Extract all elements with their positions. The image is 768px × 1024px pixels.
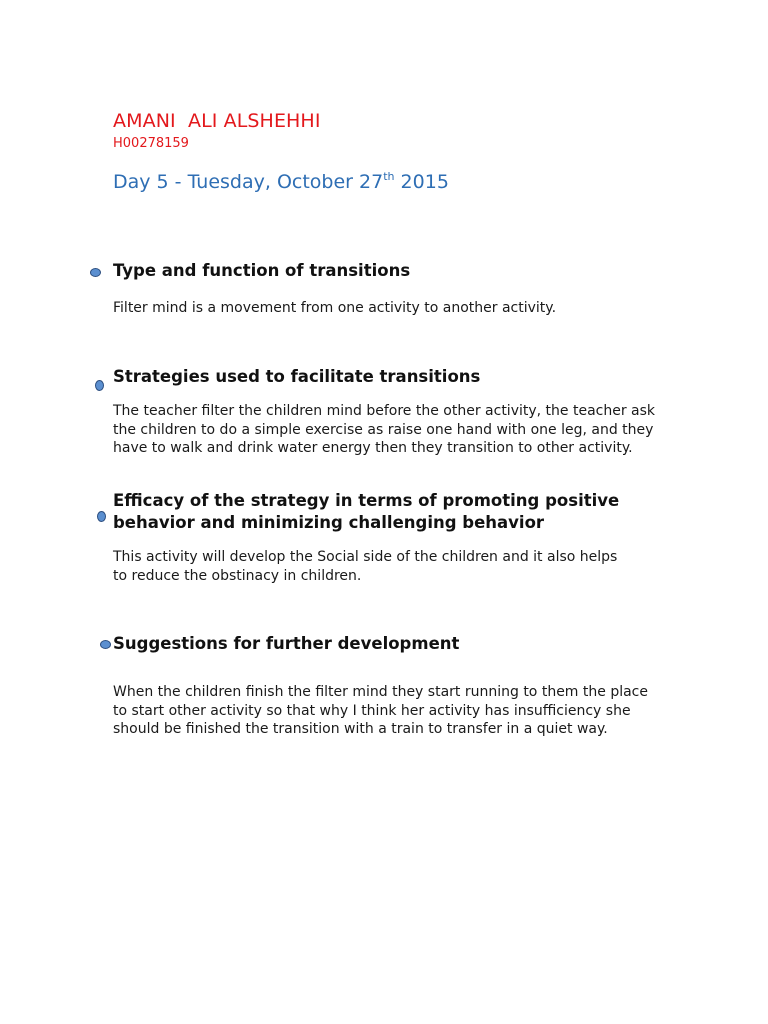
section-body-type-function: Filter mind is a movement from one activity to another activity. xyxy=(113,300,557,316)
section-heading-efficacy: Efficacy of the strategy in terms of promoting positive behavior and minimizing challenging behavior xyxy=(113,491,620,532)
oval-bullet-icon xyxy=(100,640,111,649)
student-name: AMANI ALI ALSHEHHI xyxy=(113,110,321,132)
day-title xyxy=(113,169,449,195)
section-body-efficacy: This activity will develop the Social side of the children and it also helps to reduce the obstinacy in children. xyxy=(113,549,618,584)
student-id: H00278159 xyxy=(113,136,189,151)
oval-bullet-icon xyxy=(95,380,104,391)
section-body-strategies: The teacher filter the children mind before the other activity, the teacher ask the children to do a simple exercise as raise one hand with one leg, and they have to walk and drink water energy then they transition to other activity. xyxy=(113,403,656,456)
section-heading-strategies: Strategies used to facilitate transitions xyxy=(113,367,481,386)
day-title-ordinal: th xyxy=(383,170,395,183)
section-heading-type-function: Type and function of transitions xyxy=(113,261,411,280)
section-heading-suggestions: Suggestions for further development xyxy=(113,634,460,653)
oval-bullet-icon xyxy=(90,268,101,277)
day-title-year: 2015 xyxy=(394,171,449,193)
section-body-suggestions: When the children finish the filter mind they start running to them the place to start other activity so that why I think her activity has insufficiency she should be finished the transition with a train to transfer in a quiet way. xyxy=(113,684,648,737)
day-title-main: Day 5 - Tuesday, October 27 xyxy=(113,171,384,193)
oval-bullet-icon xyxy=(97,511,106,522)
